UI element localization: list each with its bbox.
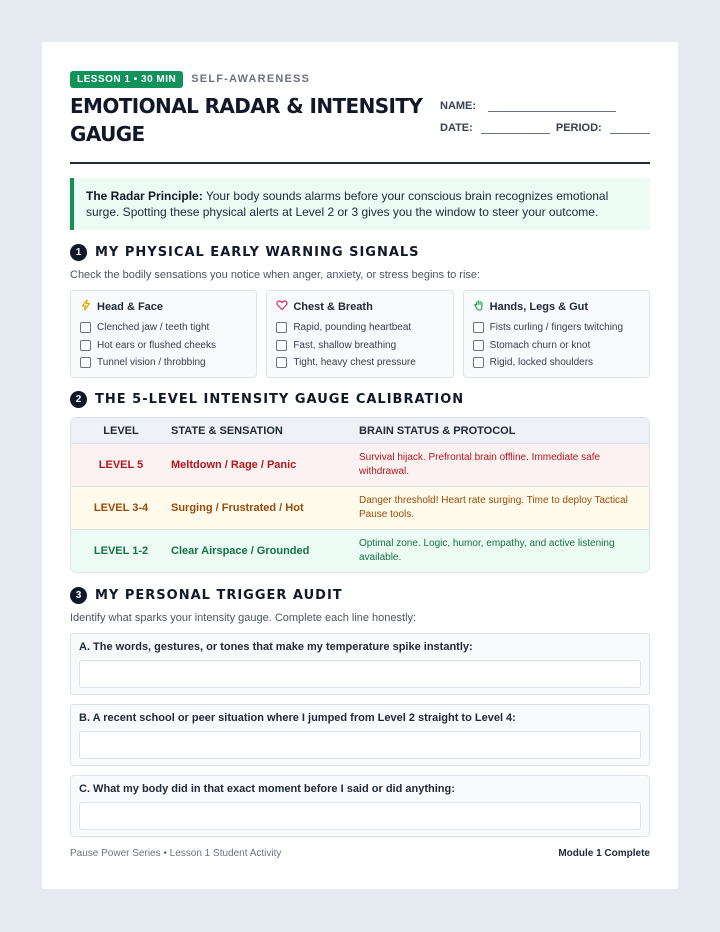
section-2-number: 2 [70,391,87,408]
header-rule [70,162,650,164]
signal-card-header [276,299,443,314]
state-cell: Surging / Frustrated / Hot [171,502,304,514]
checkbox[interactable] [80,357,91,368]
state-cell: Clear Airspace / Grounded [171,545,310,557]
signal-card-header [473,299,640,314]
footer-series: Pause Power Series • Lesson 1 Student Activity [70,848,282,859]
level-cell: LEVEL 5 [98,459,144,471]
worksheet-page [42,42,678,889]
checkbox[interactable] [276,357,287,368]
checkbox[interactable] [473,357,484,368]
name-line[interactable] [488,98,616,112]
period-line[interactable] [610,120,650,134]
signal-card-hands-legs-gut [463,290,650,378]
signal-item-label: Hot ears or flushed cheeks [97,339,216,351]
page-footer [70,848,650,859]
audit-answer-field[interactable] [79,731,641,759]
audit-question-label: C. What my body did in that exact moment before I said or did anything: [79,783,455,795]
signal-item[interactable] [473,337,640,355]
table-row-level-1-2 [71,529,649,572]
section-1-heading [70,244,650,261]
signal-item[interactable] [276,354,443,372]
signal-card-title: Chest & Breath [293,300,373,313]
lightning-icon [80,299,92,314]
checkbox[interactable] [276,340,287,351]
signal-item[interactable] [80,354,247,372]
signal-card-head-face [70,290,257,378]
signal-item[interactable] [80,319,247,337]
state-cell: Meltdown / Rage / Panic [171,459,297,471]
signal-card-title: Head & Face [97,300,164,313]
section-3-subtitle: Identify what sparks your intensity gauge. Complete each line honestly: [70,612,417,624]
name-label: NAME: [440,100,477,112]
level-cell: LEVEL 3-4 [93,502,149,514]
lesson-badge: LESSON 1 • 30 MIN [70,71,183,88]
table-row-level-5 [71,443,649,486]
section-3-title: MY PERSONAL TRIGGER AUDIT [95,588,343,603]
audit-answer-field[interactable] [79,802,641,830]
protocol-cell: Survival hijack. Prefrontal brain offline. Immediate safe withdrawal. [359,452,601,477]
checkbox[interactable] [473,322,484,333]
intensity-gauge-table [70,417,650,573]
checkbox[interactable] [276,322,287,333]
page-title: EMOTIONAL RADAR & INTENSITY GAUGE [70,94,423,146]
lesson-meta [70,70,650,88]
date-label: DATE: [440,122,473,134]
signal-item[interactable] [80,337,247,355]
section-1-title: MY PHYSICAL EARLY WARNING SIGNALS [95,245,420,260]
section-2-heading [70,391,650,408]
signal-item-label: Clenched jaw / teeth tight [97,322,210,334]
table-row-level-3-4 [71,486,649,529]
signal-item[interactable] [473,354,640,372]
signal-item-label: Fast, shallow breathing [293,339,397,351]
student-fields [440,90,650,148]
audit-question-b [70,704,650,766]
signal-item-label: Fists curling / fingers twitching [489,322,624,334]
audit-question-label: A. The words, gestures, or tones that make my temperature spike instantly: [79,641,473,653]
heart-icon [276,299,288,314]
audit-question-a [70,633,650,695]
checkbox[interactable] [473,340,484,351]
checkbox[interactable] [80,322,91,333]
audit-question-label: B. A recent school or peer situation where I jumped from Level 2 straight to Level 4: [79,712,516,724]
header [70,92,650,148]
section-3-number: 3 [70,587,87,604]
protocol-cell: Danger threshold! Heart rate surging. Time to deploy Tactical Pause tools. [359,495,628,520]
header-state: STATE & SENSATION [171,424,283,437]
header-protocol: BRAIN STATUS & PROTOCOL [359,424,516,437]
callout-text: Your body sounds alarms before your conscious brain recognizes emotional surge. Spotting these physical alerts at Level 2 or 3 gives you the window to steer your outcome. [86,189,609,219]
signal-card-header [80,299,247,314]
signal-card-title: Hands, Legs & Gut [489,300,589,313]
radar-principle-callout [70,178,650,230]
checkbox[interactable] [80,340,91,351]
section-1-subtitle: Check the bodily sensations you notice when anger, anxiety, or stress begins to rise: [70,269,481,281]
warning-signal-cards [70,290,650,378]
signal-item[interactable] [276,319,443,337]
period-label: PERIOD: [555,122,602,134]
footer-status: Module 1 Complete [558,848,650,859]
audit-answer-field[interactable] [79,660,641,688]
table-header [71,418,649,443]
section-1-number: 1 [70,244,87,261]
name-field[interactable] [440,90,650,112]
level-cell: LEVEL 1-2 [93,545,149,557]
signal-item-label: Stomach churn or knot [489,339,591,351]
hand-icon [473,299,485,314]
signal-item[interactable] [276,337,443,355]
signal-card-chest-breath [266,290,453,378]
date-period-row [440,112,650,134]
signal-item-label: Rigid, locked shoulders [489,357,594,369]
date-line[interactable] [481,120,550,134]
section-3-heading [70,587,650,604]
signal-item-label: Tight, heavy chest pressure [293,357,416,369]
category-label: SELF-AWARENESS [191,73,311,85]
signal-item-label: Rapid, pounding heartbeat [293,322,412,334]
signal-item-label: Tunnel vision / throbbing [97,357,206,369]
callout-lead: The Radar Principle: [86,189,203,203]
audit-question-c [70,775,650,837]
header-level: LEVEL [103,424,139,437]
signal-item[interactable] [473,319,640,337]
protocol-cell: Optimal zone. Logic, humor, empathy, and active listening available. [359,538,615,563]
section-2-title: THE 5-LEVEL INTENSITY GAUGE CALIBRATION [95,392,465,407]
